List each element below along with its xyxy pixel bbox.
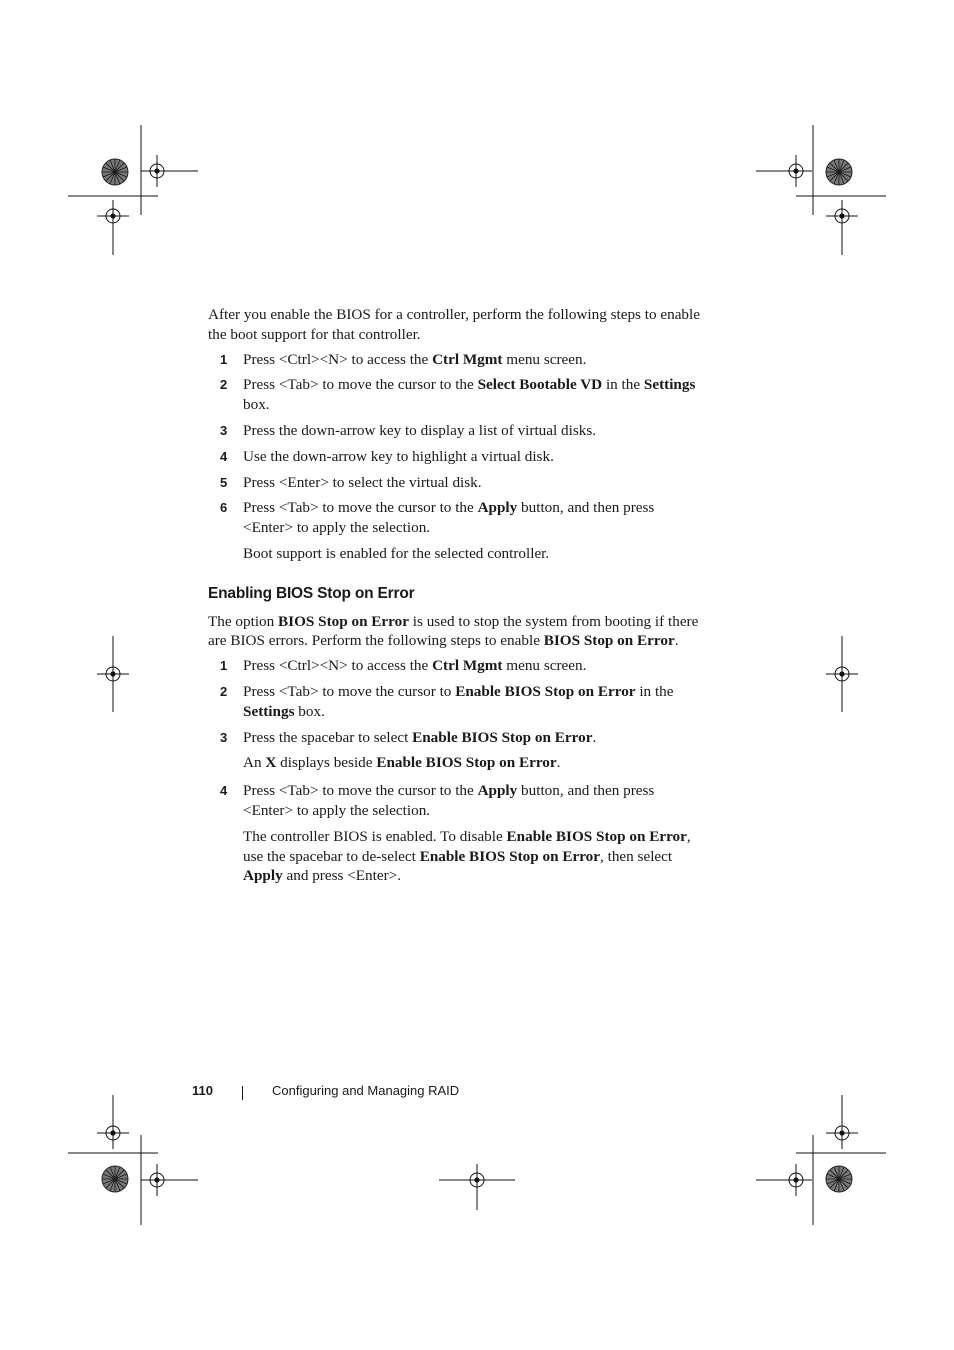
step-item xyxy=(208,781,708,821)
para-text: The option xyxy=(208,612,279,630)
note-text: The controller BIOS is enabled. To disable xyxy=(243,827,507,845)
step-bold-term: Enable BIOS Stop on Error xyxy=(455,682,636,700)
step-text: button, and then press <Enter> to apply the selection. xyxy=(243,782,655,819)
step-bold-term: Enable BIOS Stop on Error xyxy=(412,728,593,746)
section-heading: Enabling BIOS Stop on Error xyxy=(208,584,415,602)
para-bold-term: BIOS Stop on Error xyxy=(278,612,409,630)
intro-paragraph: After you enable the BIOS for a controller, perform the following steps to enable the boot support for that controller. xyxy=(208,306,700,343)
step-bold-term: Select Bootable VD xyxy=(477,376,603,394)
note-text: An xyxy=(243,754,266,772)
step-number: 4 xyxy=(220,783,228,799)
step-number: 4 xyxy=(220,448,228,464)
step-text: menu screen. xyxy=(502,657,587,675)
step-number: 6 xyxy=(220,500,228,516)
step-item xyxy=(208,728,708,748)
section-paragraph xyxy=(208,612,708,652)
step-text: Press <Tab> to move the cursor to xyxy=(243,682,456,700)
step-text: Press the spacebar to select xyxy=(243,728,413,746)
step-number: 5 xyxy=(220,474,228,490)
step-bold-term: Ctrl Mgmt xyxy=(432,350,503,368)
step-text: . xyxy=(592,728,597,746)
chapter-title: Configuring and Managing RAID xyxy=(272,1083,460,1098)
note-bold-term: X xyxy=(265,754,277,772)
note-text: . xyxy=(556,754,561,772)
step-bold-term: Apply xyxy=(477,782,518,800)
boot-support-steps xyxy=(208,350,708,538)
step-text: menu screen. xyxy=(502,350,587,368)
step-note xyxy=(208,827,708,886)
step-text: button, and then press <Enter> to apply the selection. xyxy=(243,499,655,537)
step-number: 1 xyxy=(220,658,228,674)
step-text: Press the down-arrow key to display a list of virtual disks. xyxy=(243,421,597,439)
step-number: 3 xyxy=(220,422,228,438)
note-bold-term: Enable BIOS Stop on Error xyxy=(376,754,557,772)
step-text: Press <Tab> to move the cursor to the xyxy=(243,782,478,800)
para-text: is used to stop the system from booting if there are BIOS errors. Perform the following steps to enable xyxy=(208,612,699,650)
step-text: in the xyxy=(602,376,644,394)
note-bold-term: Enable BIOS Stop on Error xyxy=(419,847,601,865)
step-item xyxy=(208,682,708,722)
page-number: 110 xyxy=(192,1083,213,1098)
para-bold-term: BIOS Stop on Error xyxy=(543,632,675,650)
note-bold-term: Enable BIOS Stop on Error xyxy=(506,827,687,845)
step-item xyxy=(208,498,708,538)
step-text: Press <Tab> to move the cursor to the xyxy=(243,376,478,394)
step-item xyxy=(208,656,708,676)
note-text: displays beside xyxy=(276,754,377,772)
step-text: box. xyxy=(294,702,325,720)
bios-stop-steps xyxy=(208,656,708,747)
step-note xyxy=(208,753,708,773)
step-text: Press <Enter> to select the virtual disk. xyxy=(243,473,482,491)
step-text: Press <Ctrl><N> to access the xyxy=(243,657,433,675)
step-text: Use the down-arrow key to highlight a virtual disk. xyxy=(243,447,554,465)
step-text: Press <Ctrl><N> to access the xyxy=(243,350,433,368)
note-text: , use the spacebar to de-select xyxy=(243,827,691,865)
step-text: box. xyxy=(243,396,270,414)
step-text: in the xyxy=(635,682,674,700)
step-item xyxy=(208,375,708,415)
step-bold-term: Ctrl Mgmt xyxy=(432,657,503,675)
note-text: , then select xyxy=(600,847,673,865)
step-item xyxy=(208,447,708,467)
step-bold-term: Apply xyxy=(477,499,518,517)
footer-divider xyxy=(242,1086,243,1100)
step-note: Boot support is enabled for the selected controller. xyxy=(243,544,550,562)
document-body xyxy=(208,305,708,894)
bios-stop-steps-continued xyxy=(208,781,708,821)
step-item xyxy=(208,350,708,370)
note-bold-term: Apply xyxy=(243,867,283,885)
step-number: 3 xyxy=(220,729,228,745)
para-text: . xyxy=(674,632,679,650)
step-bold-term: Settings xyxy=(643,376,696,394)
step-bold-term: Settings xyxy=(243,702,295,720)
step-number: 2 xyxy=(220,683,228,699)
step-item xyxy=(208,473,708,493)
step-number: 2 xyxy=(220,377,228,393)
note-text: and press <Enter>. xyxy=(282,867,402,885)
step-text: Press <Tab> to move the cursor to the xyxy=(243,499,478,517)
step-item xyxy=(208,421,708,441)
step-number: 1 xyxy=(220,351,228,367)
